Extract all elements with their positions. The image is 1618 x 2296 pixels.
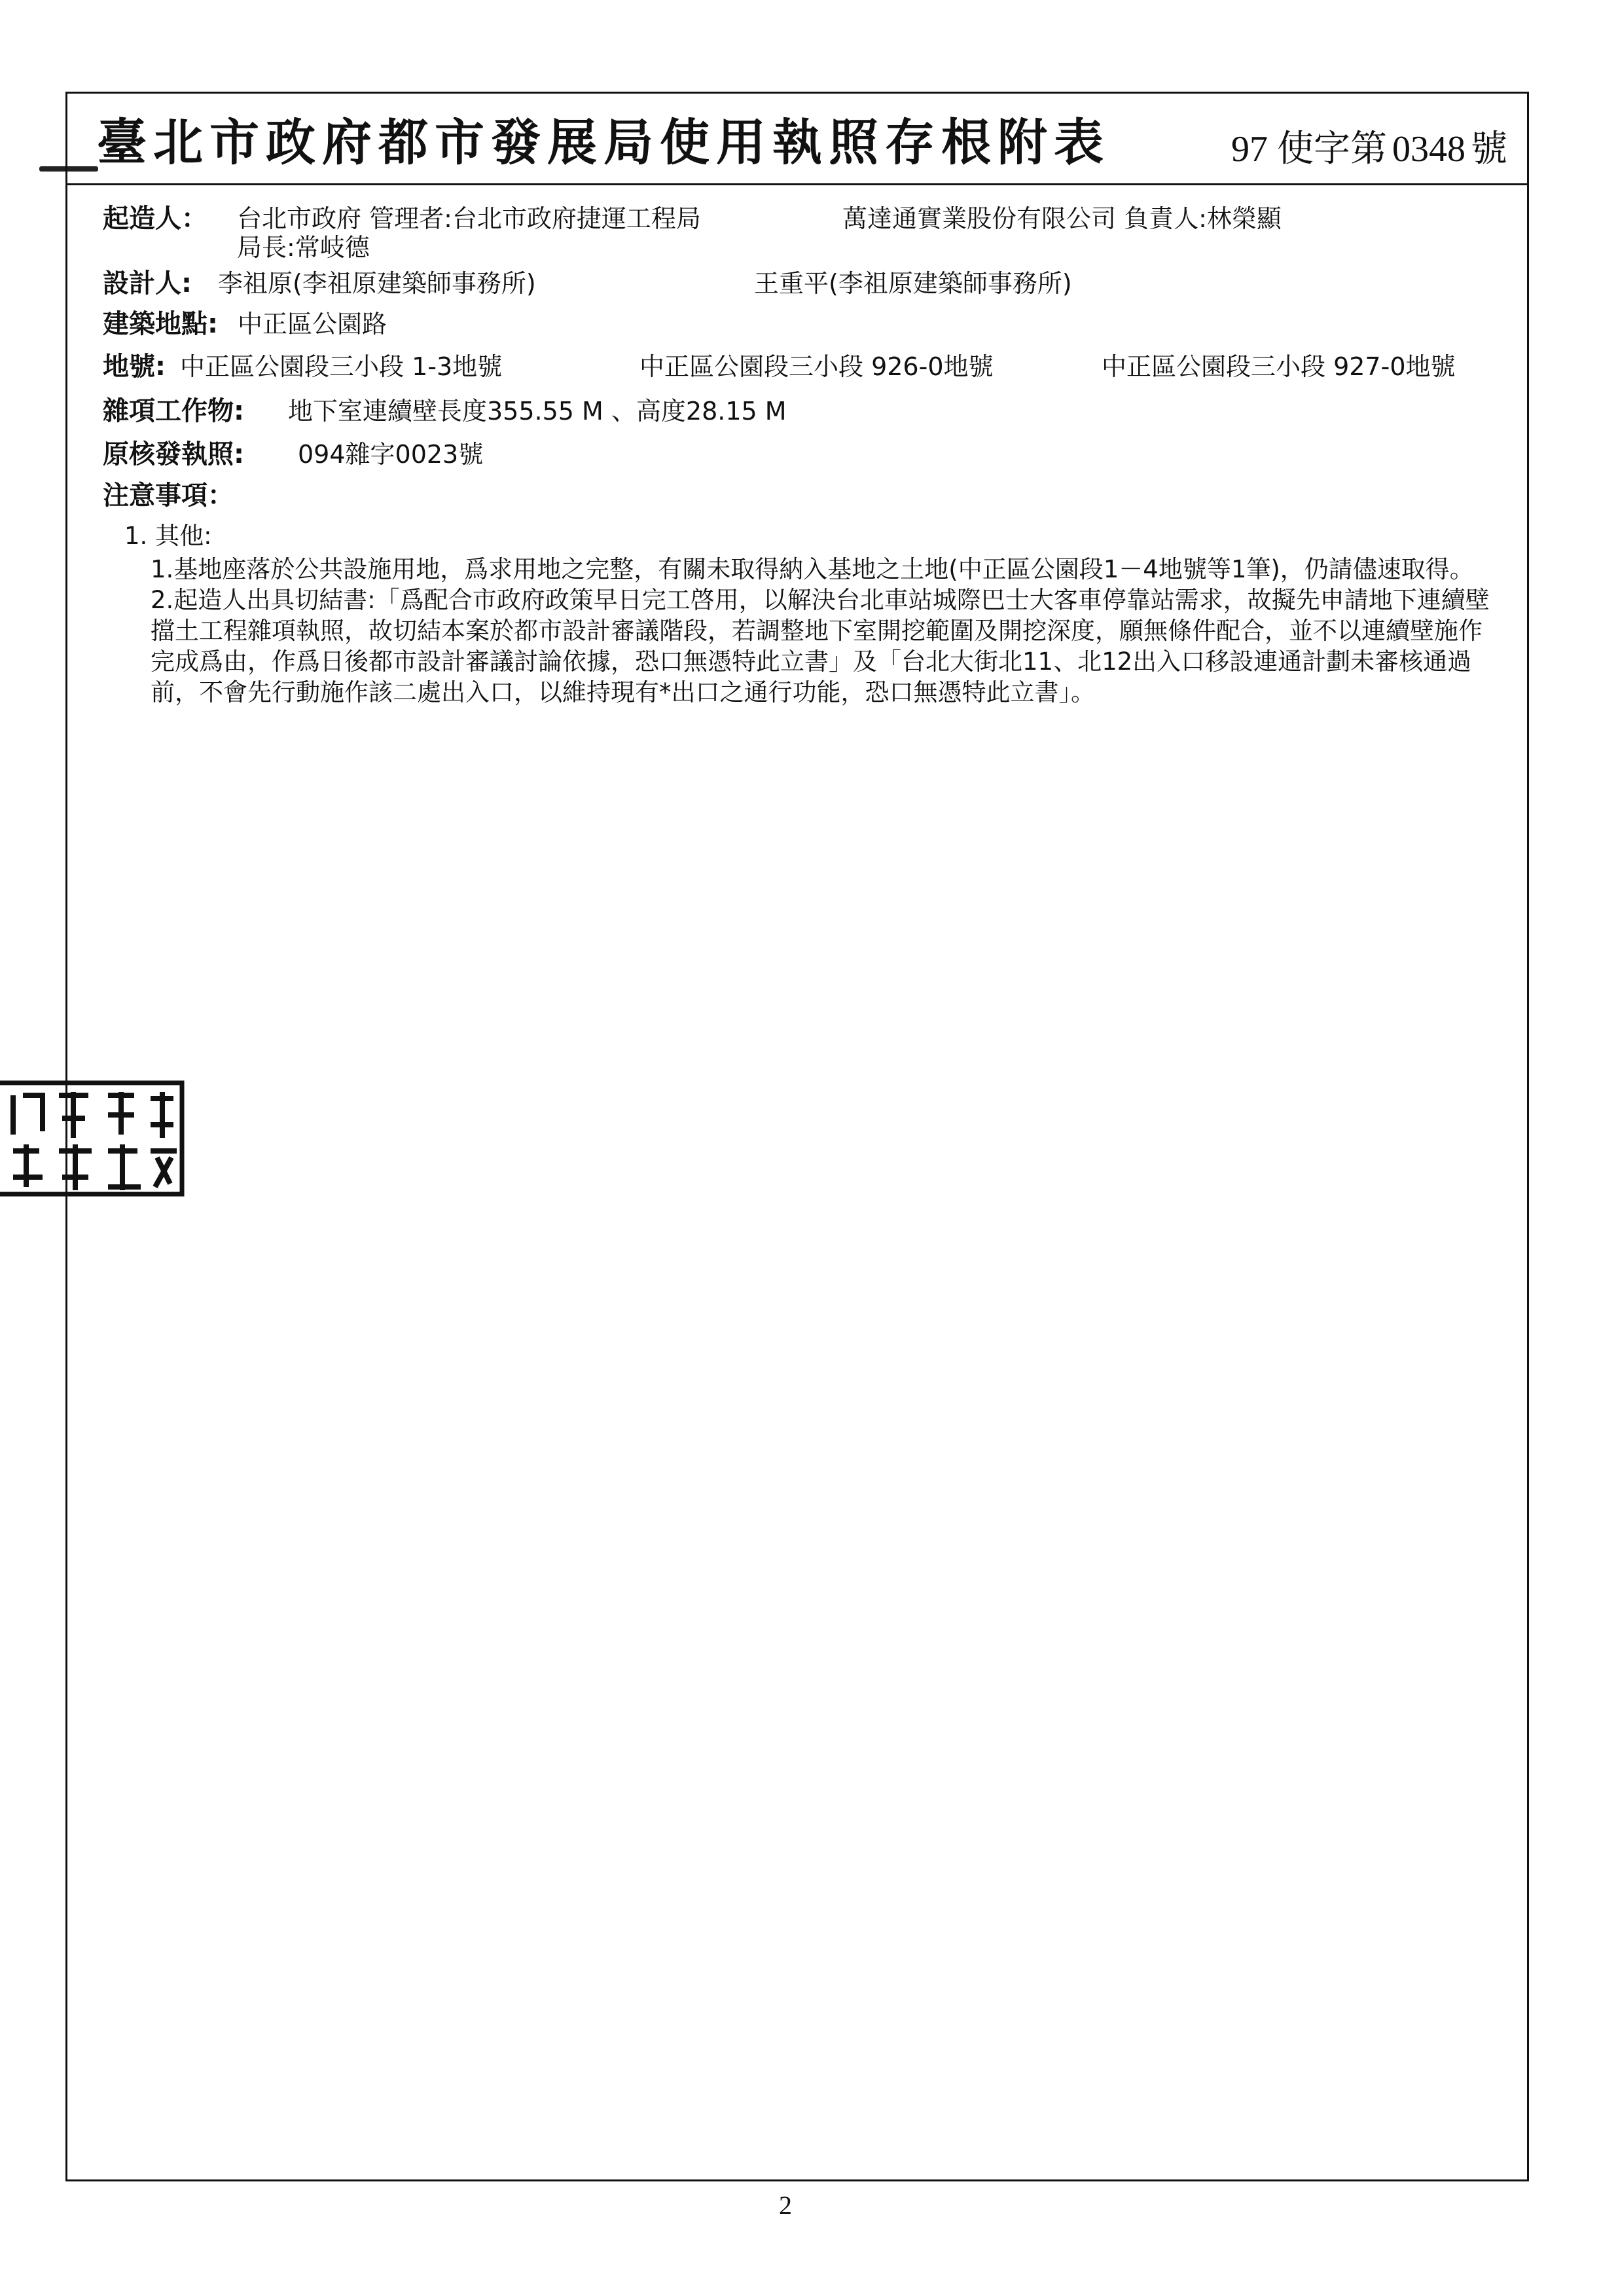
notes-para-1: 1.基地座落於公共設施用地，爲求用地之完整，有關未取得納入基地之土地(中正區公園段1－4地號等1筆)，仍請儘速取得。 xyxy=(151,555,1474,583)
designer-label: 設計人: xyxy=(103,268,192,299)
lot-label: 地號: xyxy=(103,352,166,382)
permit-suffix: 號 xyxy=(1471,129,1507,170)
site-label: 建築地點: xyxy=(103,309,218,339)
designer-value-2: 王重平(李祖原建築師事務所) xyxy=(754,269,1072,298)
document-title: 臺北市政府都市發展局使用執照存根附表 xyxy=(97,113,1110,172)
orig-label: 原核發執照: xyxy=(103,439,244,469)
notes-body xyxy=(95,520,1502,708)
builder-row xyxy=(103,204,207,233)
lot-3: 中正區公園段三小段 927-0地號 xyxy=(1102,352,1456,381)
designer-value: 李祖原(李祖原建築師事務所) xyxy=(218,269,536,298)
page-number: 2 xyxy=(779,2191,792,2220)
notes-item-heading: 1. 其他: xyxy=(124,522,212,550)
lot-1: 中正區公園段三小段 1-3地號 xyxy=(180,352,503,381)
orig-value: 094雜字0023號 xyxy=(298,440,484,469)
permit-prefix: 97 使字第 xyxy=(1231,129,1387,170)
lot-2: 中正區公園段三小段 926-0地號 xyxy=(639,352,994,381)
notes-para-2: 2.起造人出具切結書:「爲配合市政府政策早日完工啓用，以解決台北車站城際巴士大客車停靠站需求，故擬先申請地下連續壁擋土工程雜項執照，故切結本案於都市設計審議階段，若調整地下室開挖範圍及開挖深度，願無條件配合，並不以連續壁施作完成爲由，作爲日後都市設計審議討論依據，恐口無憑特此立書」及「台北大街北11、北12出入口移設連通計劃未審核通過前，不會先行動施作該二處出入口，以維持現有*出口之通行功能，恐口無憑特此立書」。 xyxy=(151,586,1490,706)
builder-company: 萬達通實業股份有限公司 負責人:林榮顯 xyxy=(842,204,1282,233)
document-header xyxy=(67,94,1527,185)
official-seal xyxy=(0,1079,190,1197)
document-frame xyxy=(65,92,1529,2181)
builder-value-2: 局長:常岐德 xyxy=(237,233,370,262)
misc-label: 雜項工作物: xyxy=(103,396,244,426)
builder-value: 台北市政府 管理者:台北市政府捷運工程局 xyxy=(237,204,701,233)
permit-number-value: 0348 xyxy=(1392,129,1465,170)
permit-number xyxy=(1231,120,1507,172)
notes-label: 注意事項： xyxy=(103,481,234,511)
misc-value: 地下室連續壁長度355.55 M 、高度28.15 M xyxy=(288,397,787,426)
builder-label: 起造人： xyxy=(103,204,207,234)
site-value: 中正區公園路 xyxy=(238,310,387,338)
